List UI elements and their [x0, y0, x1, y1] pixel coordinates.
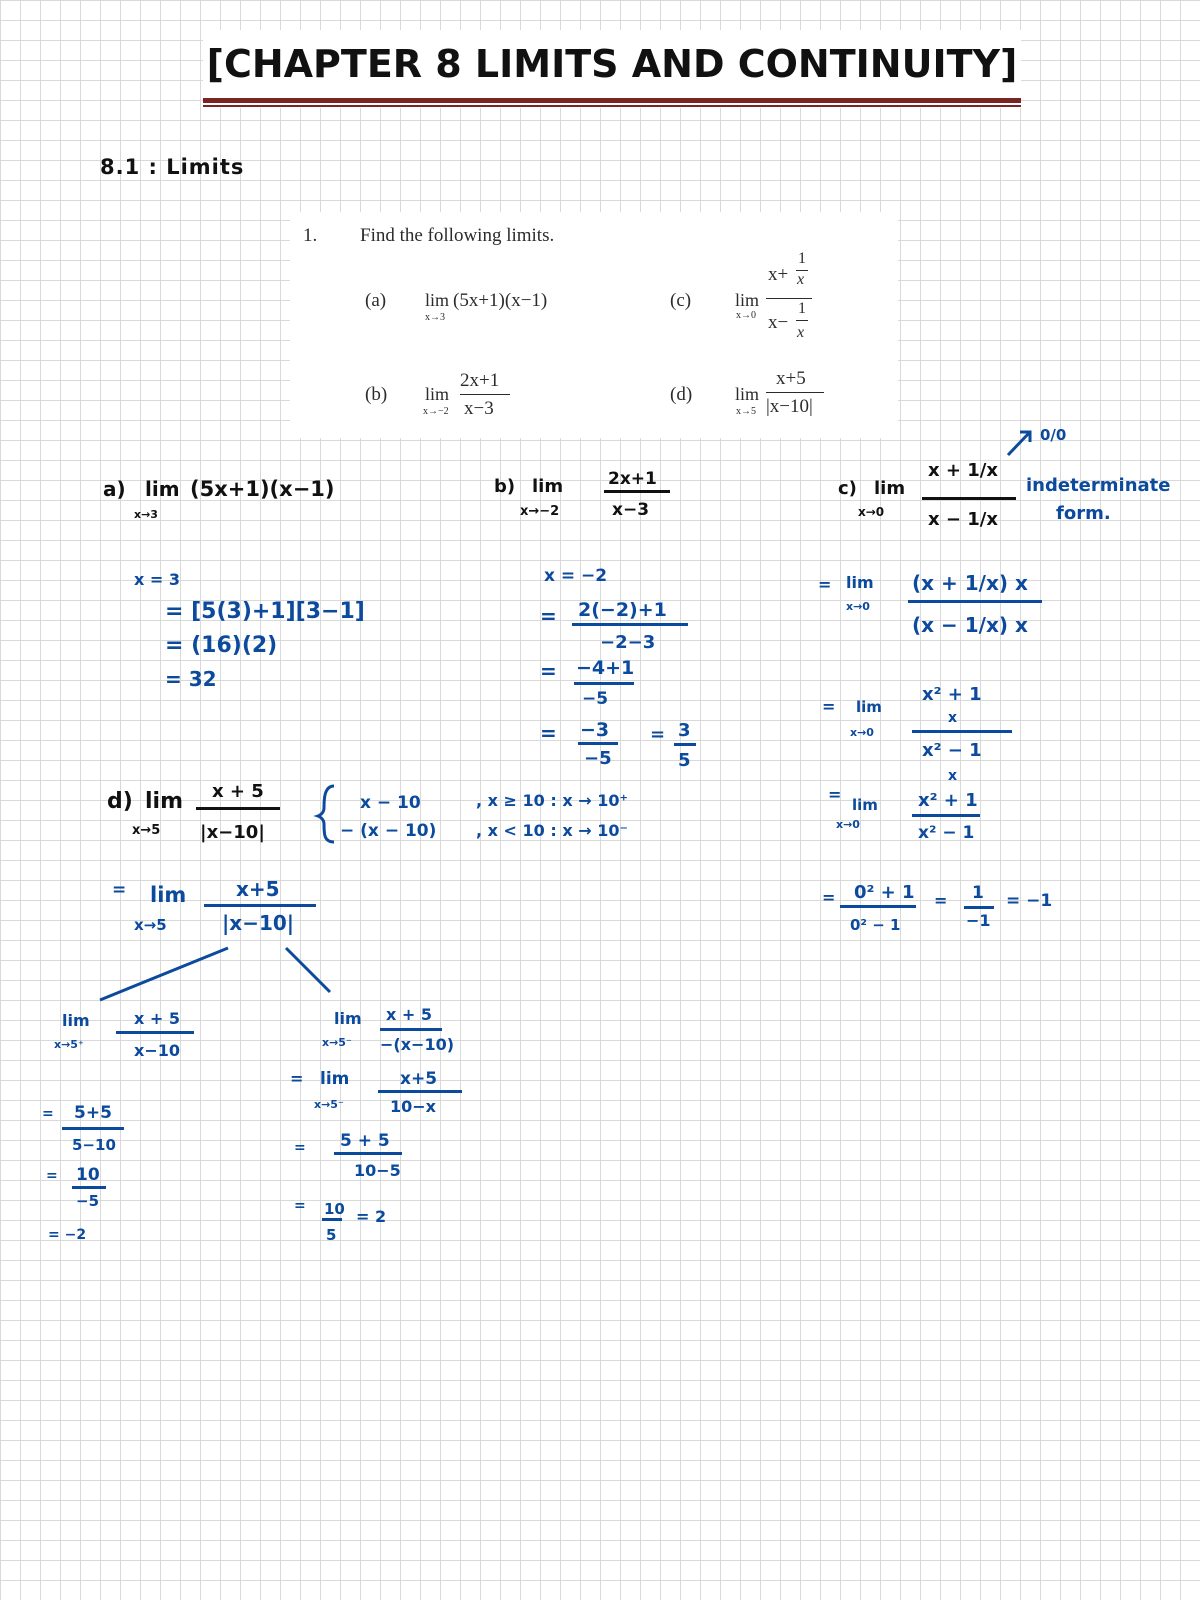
question-number: 1.	[303, 225, 318, 246]
note-b-l2-bar	[574, 682, 634, 685]
note-c-s4-den: 0² − 1	[850, 916, 901, 934]
note-d-main-lim: lim	[150, 883, 187, 907]
part-c-num-c: x	[797, 271, 805, 288]
note-c-s2-sub: x→0	[850, 726, 874, 739]
note-c-s3-sub: x→0	[836, 818, 860, 831]
note-d-eq1: =	[112, 880, 127, 900]
part-a-lim: lim	[425, 290, 450, 310]
question-prompt: Find the following limits.	[360, 225, 555, 246]
note-d-right-eq3: =	[294, 1198, 306, 1214]
note-d-right-eq2: =	[294, 1140, 306, 1156]
note-a-line1: x = 3	[134, 570, 180, 589]
note-d-right-eq1: =	[290, 1069, 304, 1088]
note-b-eq1: =	[540, 604, 557, 628]
note-c-s1-den: (x − 1/x) x	[912, 613, 1028, 637]
note-c-s1-sub: x→0	[846, 600, 870, 613]
note-d-left-l1-bar	[62, 1127, 124, 1130]
note-c-s3-bar	[912, 814, 980, 817]
note-a-head: a)	[103, 477, 126, 501]
part-b-lim: lim	[425, 384, 450, 404]
note-c-lim: lim	[874, 478, 906, 499]
note-d-right-l1-num: x+5	[400, 1069, 438, 1089]
note-c-s4-num: 0² + 1	[854, 882, 915, 903]
note-c-head: c)	[838, 478, 857, 499]
note-d-case2-cond: , x < 10 : x → 10⁻	[476, 821, 628, 840]
note-d-left-ans: = −2	[48, 1227, 87, 1243]
note-c-s1-lim: lim	[846, 573, 874, 592]
note-d-right-l1-bar	[378, 1090, 462, 1093]
note-d-left-eq1: =	[42, 1106, 54, 1122]
note-d-right-l3-den: 5	[326, 1226, 337, 1244]
part-d-den: |x−10|	[766, 396, 813, 417]
note-d-right-l2-num: 5 + 5	[340, 1131, 390, 1151]
note-d-left-sub: x→5⁺	[54, 1038, 84, 1051]
note-b-l3-den: −5	[584, 748, 612, 769]
note-d-left-eq2: =	[46, 1168, 58, 1184]
note-c-s2-num: x² + 1	[922, 684, 982, 705]
note-c-s4b-den: −1	[966, 911, 991, 930]
note-d-brace	[318, 786, 334, 842]
note-d-case1-expr: x − 10	[360, 793, 421, 813]
note-c-sub: x→0	[858, 505, 885, 519]
note-d-main-sub: x→5	[134, 916, 167, 934]
part-c-num-b: 1	[798, 250, 806, 267]
note-d-right-ans: = 2	[356, 1207, 387, 1226]
note-d-left-den: x−10	[134, 1041, 180, 1060]
note-c-eq5: =	[934, 891, 948, 910]
note-b-ans-den: 5	[678, 750, 691, 771]
note-d-right-den: −(x−10)	[380, 1035, 455, 1054]
note-b-sub: x→−2	[520, 504, 560, 519]
note-b-eq4: =	[650, 724, 666, 745]
note-b-l2-num: −4+1	[576, 657, 635, 679]
part-c-lim: lim	[735, 290, 760, 310]
note-b-l3-bar	[578, 742, 618, 745]
part-d-lim: lim	[735, 384, 760, 404]
note-d-case1-cond: , x ≥ 10 : x → 10⁺	[476, 791, 628, 810]
part-c-label: (c)	[670, 290, 692, 311]
note-b-ans-num: 3	[678, 720, 691, 741]
note-d-left-l1-den: 5−10	[72, 1136, 116, 1154]
part-b-sub: x→−2	[423, 406, 449, 417]
part-a-sub: x→3	[425, 312, 445, 323]
note-d-right-num: x + 5	[386, 1005, 432, 1024]
note-c-s3-num: x² + 1	[918, 790, 978, 811]
note-c-remark2: form.	[1056, 503, 1111, 524]
note-d-den: |x−10|	[200, 822, 265, 843]
note-d-main-num: x+5	[236, 877, 280, 901]
note-c-s3-lim: lim	[852, 796, 878, 814]
note-b-l1-num: 2(−2)+1	[578, 599, 667, 621]
note-c-bar	[922, 497, 1016, 500]
note-c-s4b-num: 1	[972, 883, 984, 903]
note-b-l1-bar	[572, 623, 688, 626]
part-c-den-c: x	[797, 324, 805, 341]
part-b-label: (b)	[365, 384, 388, 405]
note-d-left-num: x + 5	[134, 1009, 180, 1028]
note-b-den: x−3	[612, 500, 650, 520]
note-c-s2-den: x² − 1	[922, 740, 982, 761]
part-c-den-a: x−	[768, 312, 789, 333]
note-a-line4: = 32	[165, 667, 217, 691]
note-b-subst: x = −2	[544, 566, 608, 586]
note-c-s1-num: (x + 1/x) x	[912, 571, 1028, 595]
note-b-num: 2x+1	[608, 469, 657, 489]
note-c-s1-bar	[908, 600, 1042, 603]
note-d-right-l2-bar	[334, 1152, 402, 1155]
note-b-ans-bar	[674, 743, 696, 746]
note-d-main-bar	[204, 904, 316, 907]
note-d-right-l1-den: 10−x	[390, 1097, 436, 1116]
note-d-right-l1-sub: x→5⁻	[314, 1098, 344, 1111]
note-c-s2-dend: x	[948, 768, 958, 784]
note-b-l3-num: −3	[580, 719, 610, 741]
note-d-head: d)	[107, 789, 133, 814]
note-d-num: x + 5	[212, 781, 264, 802]
note-d-right-sub: x→5⁻	[322, 1036, 352, 1049]
section-label: 8.1 : Limits	[100, 155, 245, 179]
note-d-left-l2-bar	[72, 1186, 106, 1189]
page-title: [CHAPTER 8 LIMITS AND CONTINUITY]	[206, 42, 1018, 86]
note-d-right-bar	[380, 1028, 442, 1031]
part-c-sub: x→0	[736, 310, 756, 321]
note-a-line2: = [5(3)+1][3−1]	[165, 599, 365, 624]
note-d-left-l2-num: 10	[76, 1165, 100, 1185]
note-c-eq2: =	[822, 697, 836, 716]
note-d-branch-right	[286, 948, 330, 992]
part-d-label: (d)	[670, 384, 693, 405]
note-d-right-lim: lim	[334, 1009, 362, 1028]
note-c-eq3: =	[828, 785, 842, 804]
note-b-bar	[604, 490, 670, 493]
note-d-right-l3-bar	[322, 1218, 342, 1221]
part-c-den-b: 1	[798, 300, 806, 317]
note-c-s4b-bar	[964, 906, 994, 909]
note-b-head: b)	[494, 476, 516, 497]
note-c-den: x − 1/x	[928, 509, 998, 530]
note-d-lim: lim	[145, 789, 184, 814]
note-b-l1-den: −2−3	[600, 632, 656, 653]
note-b-lim: lim	[532, 476, 564, 497]
note-c-arrow	[1008, 432, 1030, 455]
note-d-right-l3-num: 10	[324, 1200, 345, 1218]
note-a-sub: x→3	[134, 508, 158, 521]
note-d-left-l1-num: 5+5	[74, 1103, 112, 1123]
part-b-den: x−3	[464, 398, 494, 419]
note-b-l2-den: −5	[582, 689, 609, 709]
note-d-left-lim: lim	[62, 1011, 90, 1030]
note-d-main-den: |x−10|	[222, 911, 295, 935]
note-c-arrow-note: 0/0	[1040, 426, 1067, 444]
part-b-num: 2x+1	[460, 370, 500, 391]
note-d-left-bar	[116, 1031, 194, 1034]
part-a-label: (a)	[365, 290, 387, 311]
note-d-left-l2-den: −5	[76, 1192, 100, 1210]
note-c-s4-bar	[840, 905, 916, 908]
note-b-eq3: =	[540, 721, 557, 745]
note-c-s2-bar	[912, 730, 1012, 733]
part-d-num: x+5	[776, 368, 806, 389]
note-d-right-l2-den: 10−5	[354, 1161, 401, 1180]
note-c-s2-lim: lim	[856, 698, 882, 716]
note-d-right-l1-lim: lim	[320, 1069, 350, 1089]
note-c-remark1: indeterminate	[1026, 475, 1171, 496]
note-a-lim: lim	[145, 477, 180, 501]
note-c-eq4: =	[822, 888, 836, 907]
part-c-num-a: x+	[768, 264, 789, 285]
note-b-eq2: =	[540, 659, 557, 683]
note-c-num: x + 1/x	[928, 460, 998, 481]
part-a-expr: (5x+1)(x−1)	[453, 290, 548, 311]
note-c-s4-ans: = −1	[1006, 891, 1053, 911]
note-c-s2-numd: x	[948, 710, 958, 726]
note-d-sub: x→5	[132, 823, 161, 838]
note-c-s3-den: x² − 1	[918, 823, 975, 843]
note-a-line3: = (16)(2)	[165, 633, 278, 658]
part-d-sub: x→5	[736, 406, 756, 417]
note-a-expr: (5x+1)(x−1)	[190, 477, 335, 501]
note-d-case2-expr: − (x − 10)	[340, 821, 437, 841]
note-d-bar	[196, 807, 280, 810]
note-d-branch-left	[100, 948, 228, 1000]
note-c-eq1: =	[818, 575, 832, 594]
